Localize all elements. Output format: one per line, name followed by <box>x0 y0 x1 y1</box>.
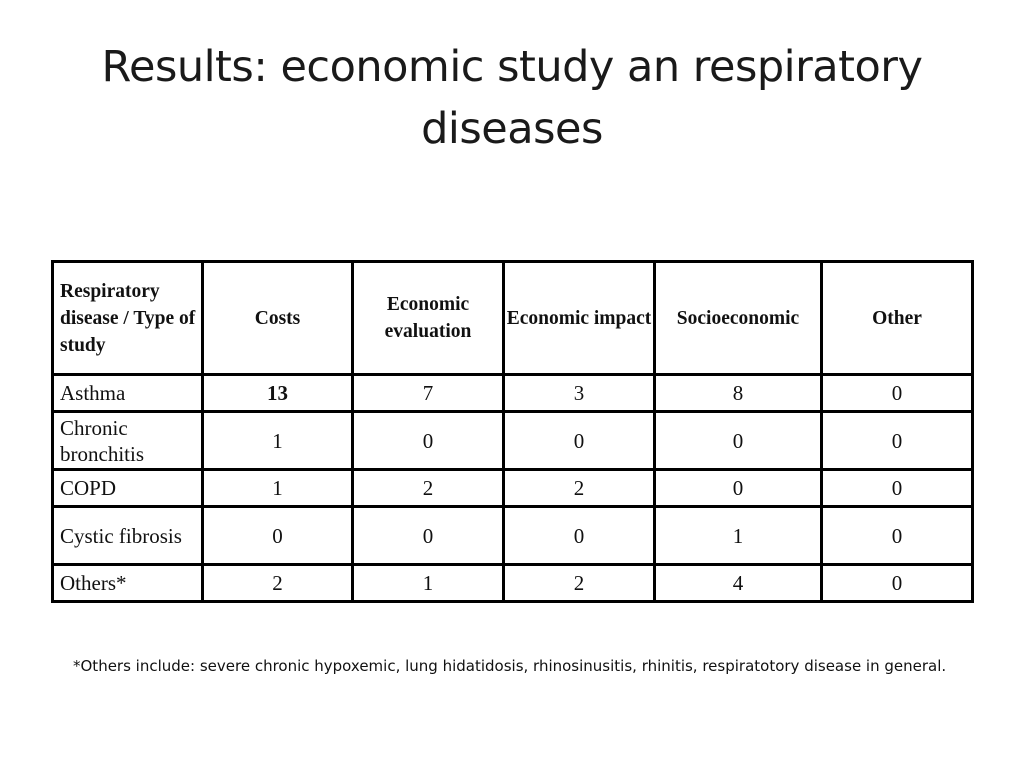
table-row-copd <box>53 470 973 507</box>
slide-title-line-1: Results: economic study an respiratory <box>101 42 923 92</box>
cell-costs: 1 <box>203 412 353 470</box>
cell-costs: 0 <box>203 507 353 565</box>
cell-socioeconomic: 0 <box>655 470 822 507</box>
row-label: Asthma <box>53 375 203 412</box>
table-row-cystic-fibrosis <box>53 507 973 565</box>
header-economic-evaluation: Economic evaluation <box>353 262 504 375</box>
cell-economic-evaluation: 7 <box>353 375 504 412</box>
row-label: Cystic fibrosis <box>53 507 203 565</box>
table-row-others <box>53 565 973 602</box>
header-costs: Costs <box>203 262 353 375</box>
cell-costs: 1 <box>203 470 353 507</box>
slide-title <box>40 36 984 160</box>
table-row-chronic-bronchitis <box>53 412 973 470</box>
cell-economic-evaluation: 2 <box>353 470 504 507</box>
header-economic-impact: Economic impact <box>504 262 655 375</box>
cell-other: 0 <box>822 412 973 470</box>
cell-economic-impact: 3 <box>504 375 655 412</box>
header-other: Other <box>822 262 973 375</box>
cell-other: 0 <box>822 470 973 507</box>
cell-other: 0 <box>822 507 973 565</box>
row-label: COPD <box>53 470 203 507</box>
results-table <box>51 260 974 603</box>
cell-other: 0 <box>822 565 973 602</box>
cell-other: 0 <box>822 375 973 412</box>
cell-socioeconomic: 1 <box>655 507 822 565</box>
cell-economic-impact: 2 <box>504 470 655 507</box>
cell-costs: 2 <box>203 565 353 602</box>
cell-economic-impact: 2 <box>504 565 655 602</box>
cell-economic-evaluation: 1 <box>353 565 504 602</box>
header-disease-type: Respiratory disease / Type of study <box>53 262 203 375</box>
cell-socioeconomic: 0 <box>655 412 822 470</box>
results-table-container <box>51 260 974 603</box>
cell-costs: 13 <box>203 375 353 412</box>
cell-socioeconomic: 8 <box>655 375 822 412</box>
row-label: Chronic bronchitis <box>53 412 203 470</box>
cell-economic-evaluation: 0 <box>353 507 504 565</box>
slide-title-line-2: diseases <box>421 104 603 154</box>
row-label: Others* <box>53 565 203 602</box>
cell-socioeconomic: 4 <box>655 565 822 602</box>
header-row <box>53 262 973 375</box>
table-row-asthma <box>53 375 973 412</box>
cell-economic-evaluation: 0 <box>353 412 504 470</box>
footnote: *Others include: severe chronic hypoxemic, lung hidatidosis, rhinosinusitis, rhinitis, respiratotory disease in general. <box>73 657 947 675</box>
header-socioeconomic: Socioeconomic <box>655 262 822 375</box>
cell-economic-impact: 0 <box>504 507 655 565</box>
cell-economic-impact: 0 <box>504 412 655 470</box>
